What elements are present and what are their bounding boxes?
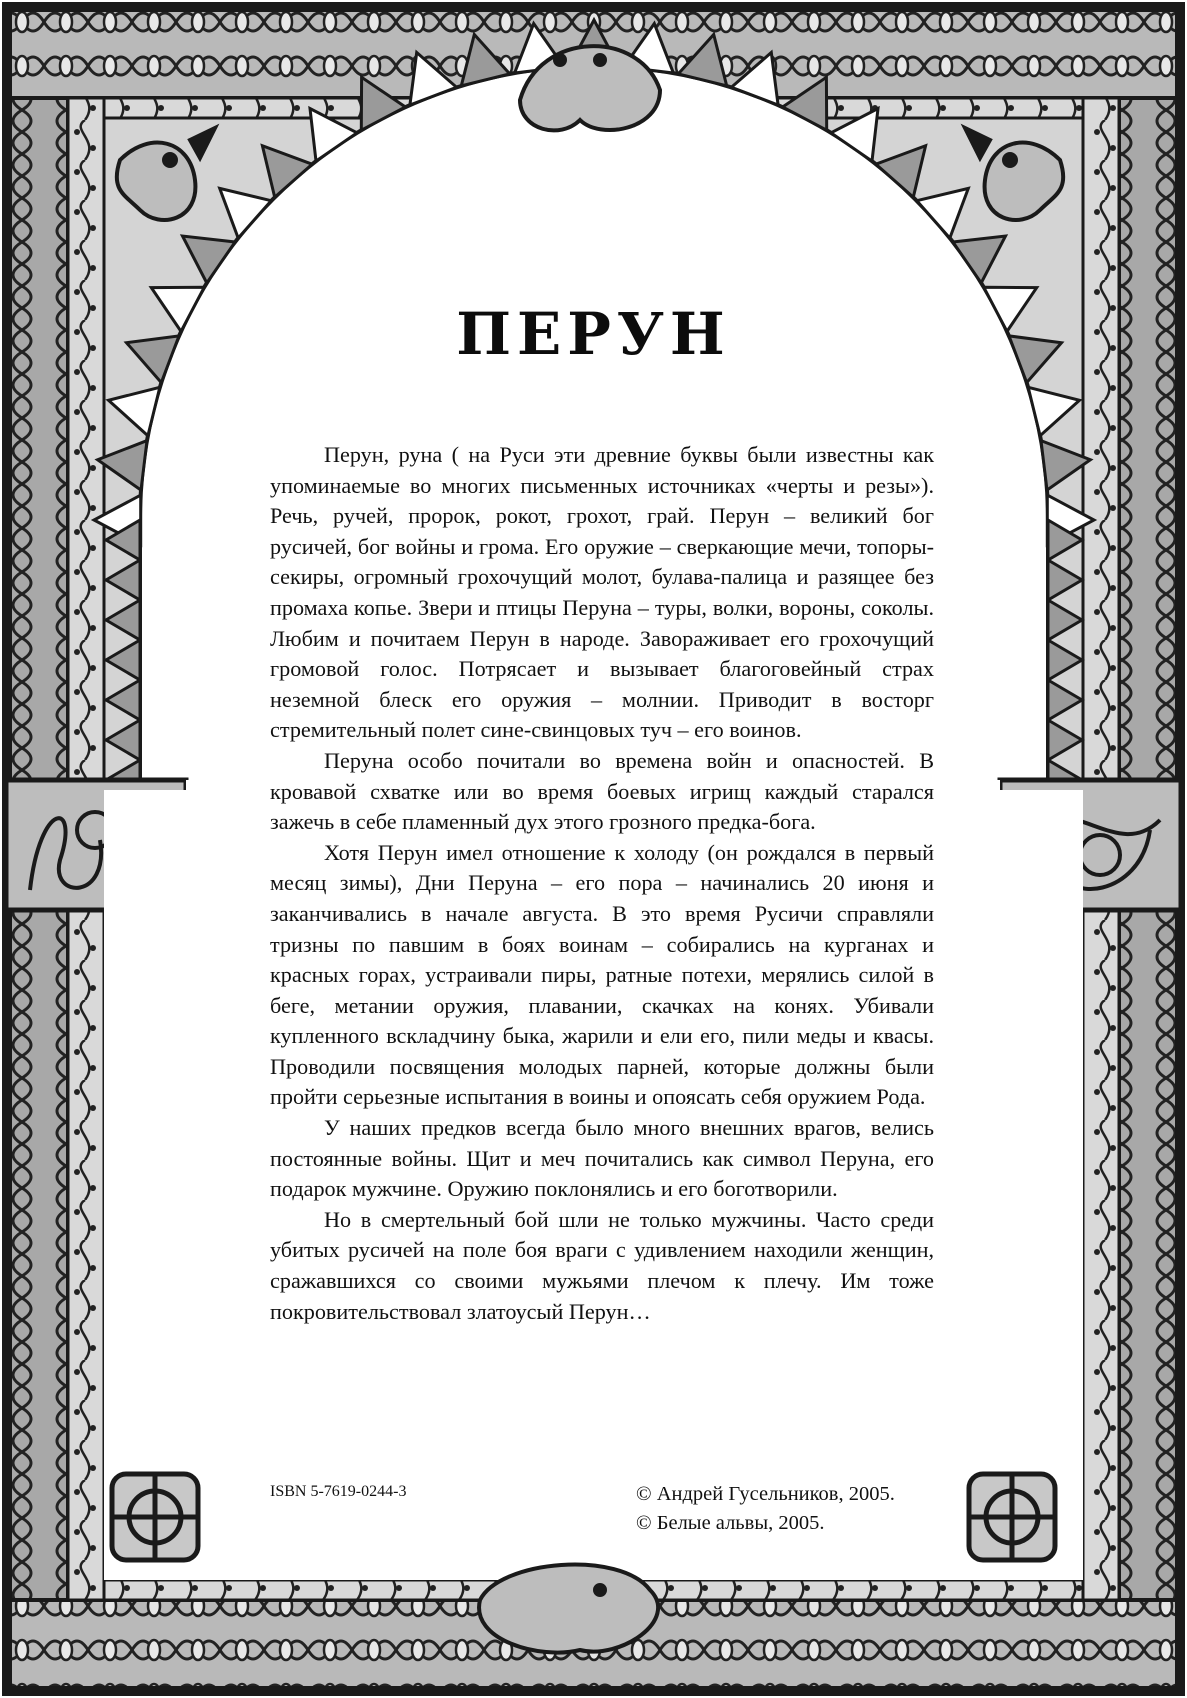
isbn: ISBN 5-7619-0244-3 — [270, 1483, 407, 1500]
page-title: ПЕРУН — [456, 300, 731, 368]
copyright-block — [636, 1480, 895, 1538]
copyright-publisher: © Белые альвы, 2005. — [636, 1512, 825, 1534]
celtic-knot-icon — [969, 1474, 1055, 1560]
paragraph: У наших предков всегда было много внешних врагов, велись постоянные войны. Щит и меч почитались как символ Перуна, его подарок мужчине. Оружию поклонялись и его боготворили. — [270, 1115, 934, 1202]
paragraph: Хотя Перун имел отношение к холоду (он рождался в первый месяц зимы), Дни Перуна – его пора – начинались 20 июня и заканчивались в начале августа. В это время Русичи справляли тризны по павшим в боях воинам – собирались на курганах и красных горах, устраивали пиры, ратные потехи, мерялись силой в беге, метании оружия, плавании, скачках на конях. Убивали купленного вскладчину быка, жарили и ели его, пили меды и квасы. Проводили посвящения молодых парней, которые должны были пройти серьезные испытания в воины и опоясать себя оружием Рода. — [270, 839, 934, 1110]
celtic-knot-icon — [112, 1474, 198, 1560]
copyright-author: © Андрей Гусельников, 2005. — [636, 1483, 895, 1505]
paragraph: Перуна особо почитали во времена войн и опасностей. В кровавой схватке или во время боевых игрищ каждый старался зажечь в себе пламенный дух этого грозного предка-бога. — [270, 747, 934, 835]
dog-creature-icon — [479, 1565, 658, 1653]
body-text — [270, 440, 934, 1327]
paragraph: Но в смертельный бой шли не только мужчины. Часто среди убитых русичей на поле боя враги с удивлением находили женщин, сражавшихся со своими мужьями плечом к плечу. Им тоже покровительствовал златоусый Перун… — [270, 1206, 934, 1324]
paragraph: Перун, руна ( на Руси эти древние буквы были известны как упоминаемые во многих письменных источниках «черты и резы»). Речь, ручей, пророк, рокот, грохот, грай. Перун – великий бог русичей, бог войны и грома. Его оружие – сверкающие мечи, топоры-секиры, огромный грохочущий молот, булава-палица и разящее без промаха копье. Звери и птицы Перуна – туры, волки, вороны, соколы. Любим и почитаем Перун в народе. Завораживает его грохочущий громовой голос. Потрясает и вызывает благоговейный страх неземной блеск его оружия – молнии. Приводит в восторг стремительный полет сине-свинцовых туч – его воинов. — [270, 442, 934, 743]
